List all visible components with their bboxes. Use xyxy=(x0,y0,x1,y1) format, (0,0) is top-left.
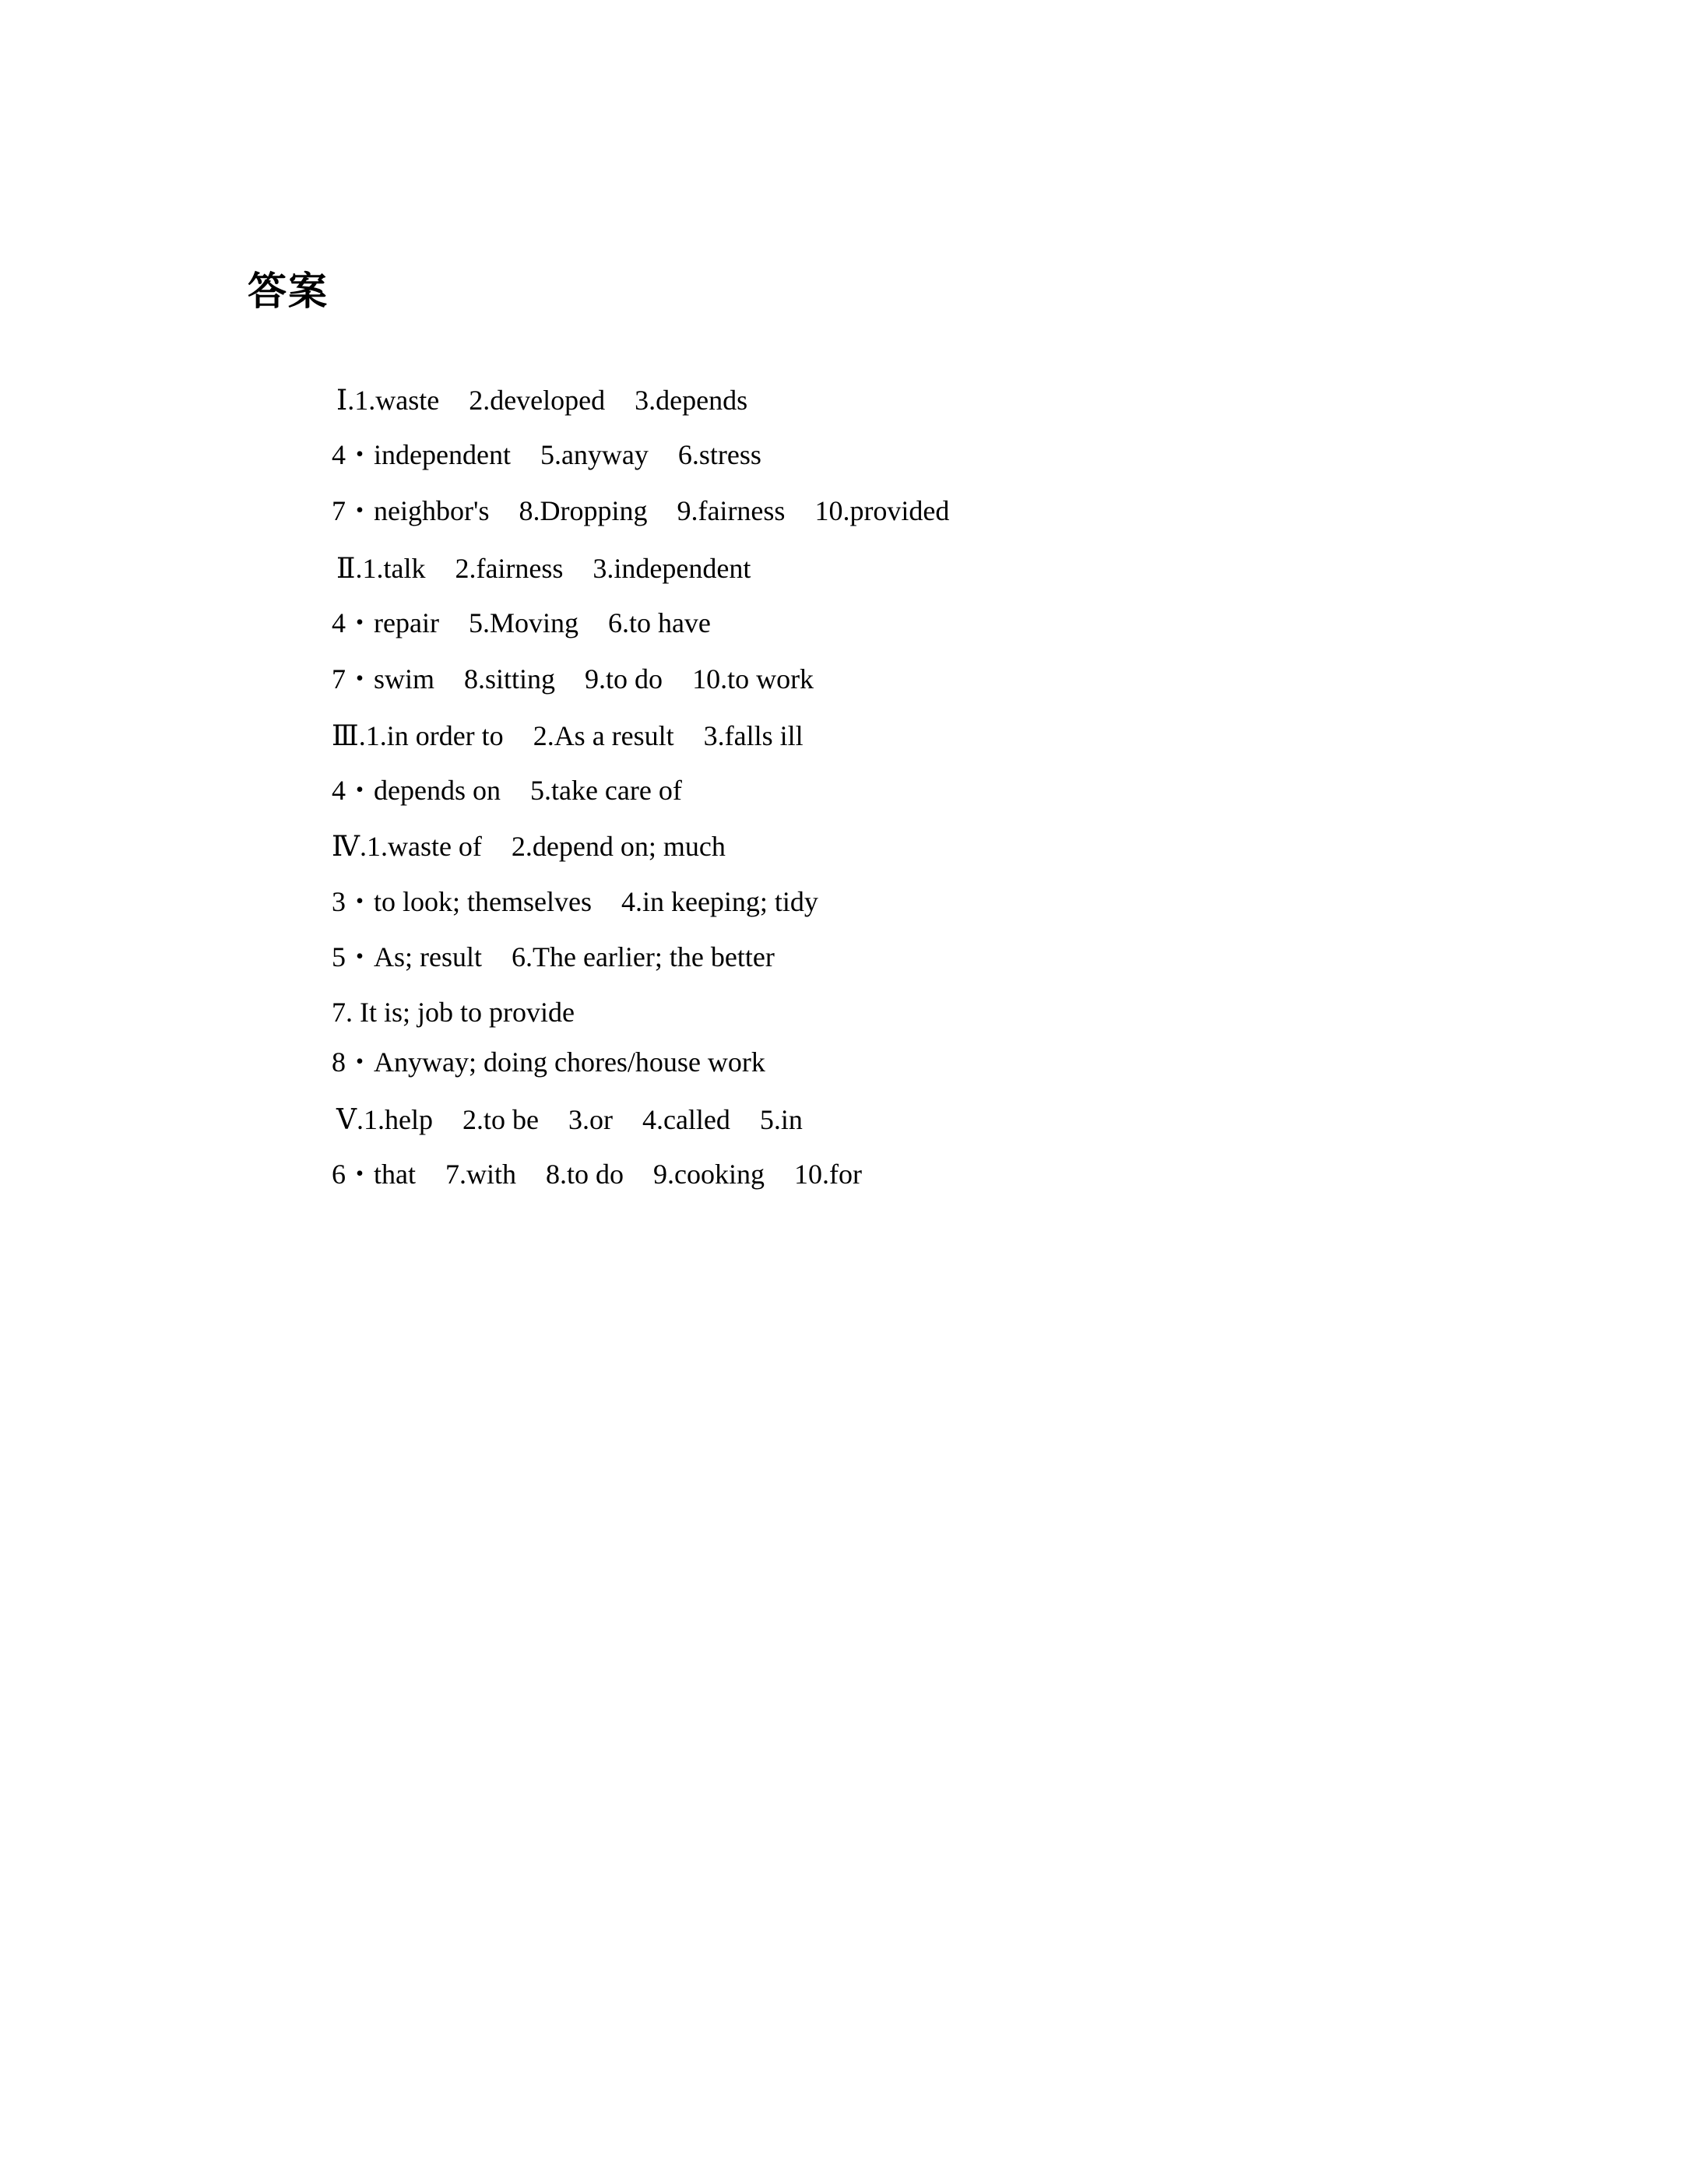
answer-item: 5.Moving xyxy=(468,607,578,638)
answer-item: Ⅰ.1.waste xyxy=(336,385,440,416)
answer-item: 7.with xyxy=(445,1159,516,1190)
answer-item: 5.anyway xyxy=(540,439,649,470)
answer-item: 9.cooking xyxy=(653,1159,765,1190)
answer-item: 10.for xyxy=(794,1159,862,1190)
answer-item: 4・repair xyxy=(332,607,439,638)
answer-item: 9.to do xyxy=(585,663,663,695)
answer-item: 6・that xyxy=(332,1159,416,1190)
answer-item: 6.to have xyxy=(607,607,711,638)
answer-item: 8.Dropping xyxy=(519,495,648,526)
answer-item: 6.stress xyxy=(677,439,761,470)
answer-item: Ⅴ.1.help xyxy=(336,1104,433,1135)
answer-item: 3・to look; themselves xyxy=(332,886,592,917)
answer-item: 4.in keeping; tidy xyxy=(621,886,818,917)
answer-item: 2.fairness xyxy=(455,553,564,584)
answer-item: 8.sitting xyxy=(464,663,556,695)
answer-item: 4・independent xyxy=(332,439,511,470)
answer-item: 5.take care of xyxy=(529,775,682,806)
answer-item: 2.developed xyxy=(469,385,606,416)
answer-item: 8.to do xyxy=(546,1159,624,1190)
answer-item: 6.The earlier; the better xyxy=(512,941,775,972)
answer-item: 10.provided xyxy=(814,495,950,526)
answer-item: 5・As; result xyxy=(332,941,482,972)
answer-item: 4・depends on xyxy=(332,775,501,806)
answer-item: 10.to work xyxy=(692,663,814,695)
answer-item: 7・swim xyxy=(332,663,435,695)
answer-item: 8・Anyway; doing chores/house work xyxy=(332,1046,765,1078)
answer-item: Ⅲ.1.in order to xyxy=(332,720,504,751)
answer-item: 3.or xyxy=(568,1104,613,1135)
answer-line-5-2 xyxy=(304,1123,862,1226)
answer-item: 2.As a result xyxy=(533,720,674,751)
page-title: 答案 xyxy=(248,269,329,314)
answer-item: 3.falls ill xyxy=(703,720,804,751)
answer-item: 2.to be xyxy=(462,1104,539,1135)
answer-item: 7・neighbor's xyxy=(332,495,490,526)
answer-item: 4.called xyxy=(642,1104,730,1135)
answer-item: 5.in xyxy=(759,1104,803,1135)
answer-item: Ⅱ.1.talk xyxy=(336,553,426,584)
answer-item: Ⅳ.1.waste of xyxy=(332,831,482,862)
answer-item: 7. It is; job to provide xyxy=(332,997,575,1028)
answer-item: 2.depend on; much xyxy=(511,831,726,862)
answer-item: 9.fairness xyxy=(677,495,786,526)
answer-item: 3.independent xyxy=(593,553,751,584)
answer-item: 3.depends xyxy=(635,385,748,416)
